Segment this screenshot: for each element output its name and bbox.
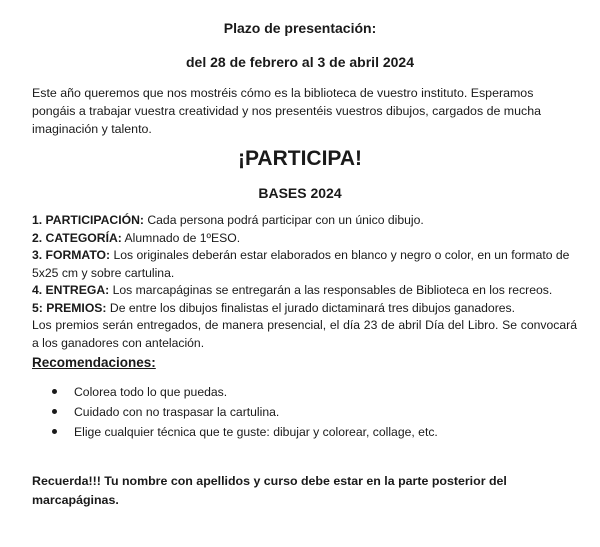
deadline-label: Plazo de presentación: [223, 20, 377, 36]
bases-title: BASES 2024 [258, 185, 342, 201]
rule-label: 3. FORMATO: [32, 248, 111, 262]
rule-label: 1. PARTICIPACIÓN: [32, 213, 144, 227]
reminder-note: Recuerda!!! Tu nombre con apellidos y curso debe estar en la parte posterior del marcapáginas. [32, 474, 507, 507]
bullet-icon [52, 389, 57, 394]
recommendation-text: Elige cualquier técnica que te guste: dibujar y colorear, collage, etc. [74, 425, 438, 439]
bullet-icon [52, 409, 57, 414]
recommendation-text: Cuidado con no traspasar la cartulina. [74, 405, 280, 419]
recommendations-list [50, 382, 570, 442]
rule-text: Alumnado de 1ºESO. [121, 230, 241, 245]
prizes-note: Los premios serán entregados, de manera presencial, el día 23 de abril Día del Libro. Se convocará a los ganadores con antelación. [32, 318, 577, 350]
rule-category [32, 230, 577, 248]
recommendations-heading: Recomendaciones: [32, 355, 156, 370]
rule-label: 5: PREMIOS: [32, 300, 107, 315]
list-item [50, 402, 570, 422]
list-item [50, 382, 570, 402]
participa-heading: ¡PARTICIPA! [237, 147, 363, 170]
rule-text: Los originales deberán estar elaborados en blanco y negro o color, en un formato de 5x25 cm y sobre cartulina. [32, 248, 570, 280]
list-item [50, 422, 570, 442]
rule-text: Cada persona podrá participar con un único dibujo. [143, 213, 424, 227]
deadline-dates: del 28 de febrero al 3 de abril 2024 [186, 54, 414, 70]
rule-prizes [32, 300, 577, 318]
rule-text: Los marcapáginas se entregarán a las responsables de Biblioteca en los recreos. [109, 283, 553, 297]
rule-label: 4. ENTREGA: [32, 283, 110, 297]
rule-delivery [32, 282, 577, 300]
rule-format [32, 247, 577, 282]
recommendation-text: Colorea todo lo que puedas. [74, 385, 228, 399]
rule-participation [32, 212, 577, 230]
bullet-icon [52, 429, 57, 434]
rule-label: 2. CATEGORÍA: [32, 230, 122, 245]
rule-text: De entre los dibujos finalistas el jurado dictaminará tres dibujos ganadores. [106, 300, 516, 315]
rules-section [32, 212, 577, 352]
intro-paragraph: Este año queremos que nos mostréis cómo es la biblioteca de vuestro instituto. Esperamos pongáis a trabajar vuestra creatividad y nos presentéis vuestros dibujos, cargados de mucha imaginación y talento. [32, 86, 541, 136]
